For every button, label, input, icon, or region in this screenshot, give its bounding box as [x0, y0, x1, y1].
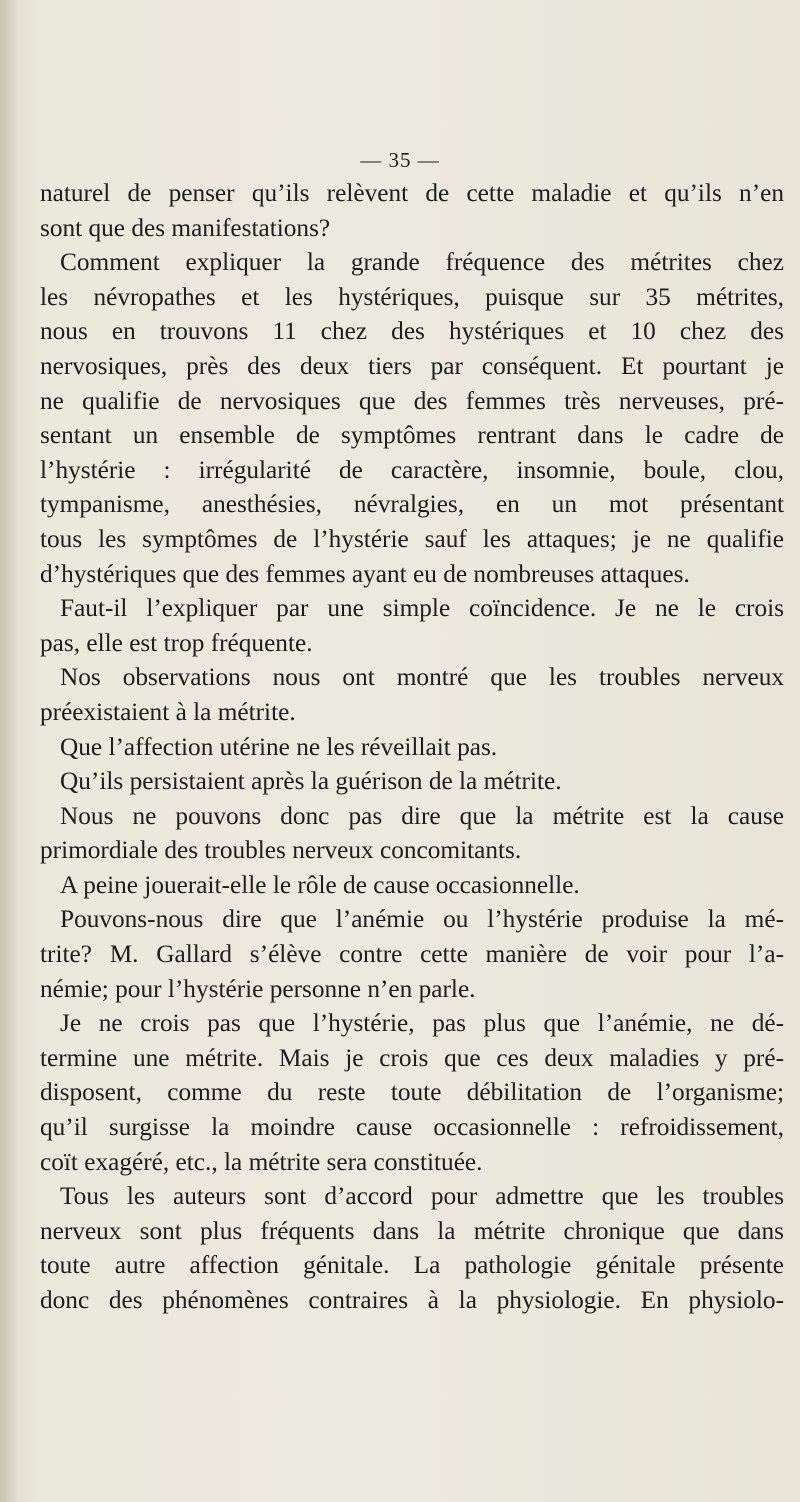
text-line: A peine jouerait-elle le rôle de cause occasionnelle.	[60, 870, 580, 899]
text-line: némie; pour l’hystérie personne n’en parle.	[40, 974, 476, 1003]
text-line: Je ne crois pas que l’hystérie, pas plus que l’anémie, ne dé-	[60, 1009, 784, 1038]
text-line: les névropathes et les hystériques, puisque sur 35 métrites,	[40, 282, 784, 311]
text-line: ne qualifie de nervosiques que des femmes très nerveuses, pré-	[40, 386, 784, 415]
text-line: naturel de penser qu’ils relèvent de cette maladie et qu’ils n’en	[40, 179, 784, 207]
text-line: qu’il surgisse la moindre cause occasionnelle : refroidissement,	[40, 1113, 784, 1142]
text-line: Que l’affection utérine ne les réveillait pas.	[60, 732, 498, 761]
text-line: nervosiques, près des deux tiers par conséquent. Et pourtant je	[40, 351, 784, 380]
binding-shadow	[0, 0, 18, 1502]
text-line: Nos observations nous ont montré que les troubles nerveux	[60, 663, 784, 692]
text-line: sentant un ensemble de symptômes rentrant dans le cadre de	[40, 421, 784, 450]
text-line: disposent, comme du reste toute débilitation de l’organisme;	[40, 1078, 784, 1107]
text-line: Tous les auteurs sont d’accord pour admettre que les troubles	[60, 1182, 784, 1211]
text-line: Nous ne pouvons donc pas dire que la métrite est la cause	[60, 801, 784, 830]
text-line: Pouvons-nous dire que l’anémie ou l’hystérie produise la mé-	[60, 905, 784, 934]
text-line: trite? M. Gallard s’élève contre cette manière de voir pour l’a-	[40, 940, 784, 969]
body-text	[40, 176, 784, 1318]
text-line: nous en trouvons 11 chez des hystériques et 10 chez des	[40, 317, 784, 346]
text-line: l’hystérie : irrégularité de caractère, insomnie, boule, clou,	[40, 455, 784, 484]
text-line: Comment expliquer la grande fréquence des métrites chez	[60, 248, 784, 277]
text-line: toute autre affection génitale. La pathologie génitale présente	[40, 1251, 784, 1280]
text-line: nerveux sont plus fréquents dans la métrite chronique que dans	[40, 1216, 784, 1245]
text-line: préexistaient à la métrite.	[40, 697, 296, 726]
text-line: pas, elle est trop fréquente.	[40, 628, 313, 657]
text-line: tous les symptômes de l’hystérie sauf les attaques; je ne qualifie	[40, 524, 784, 553]
text-line: donc des phénomènes contraires à la physiologie. En physiolo-	[40, 1286, 784, 1314]
text-line: d’hystériques que des femmes ayant eu de nombreuses attaques.	[40, 559, 690, 588]
text-line: termine une métrite. Mais je crois que ces deux maladies y pré-	[40, 1043, 784, 1072]
text-line: sont que des manifestations?	[40, 213, 331, 242]
page-number: — 35 —	[360, 148, 440, 172]
text-line: Qu’ils persistaient après la guérison de la métrite.	[60, 767, 562, 796]
text-line: tympanisme, anesthésies, névralgies, en un mot présentant	[40, 490, 784, 519]
text-line: primordiale des troubles nerveux concomitants.	[40, 836, 522, 865]
text-line: coït exagéré, etc., la métrite sera constituée.	[40, 1147, 483, 1176]
text-line: Faut-il l’expliquer par une simple coïncidence. Je ne le crois	[60, 594, 784, 623]
